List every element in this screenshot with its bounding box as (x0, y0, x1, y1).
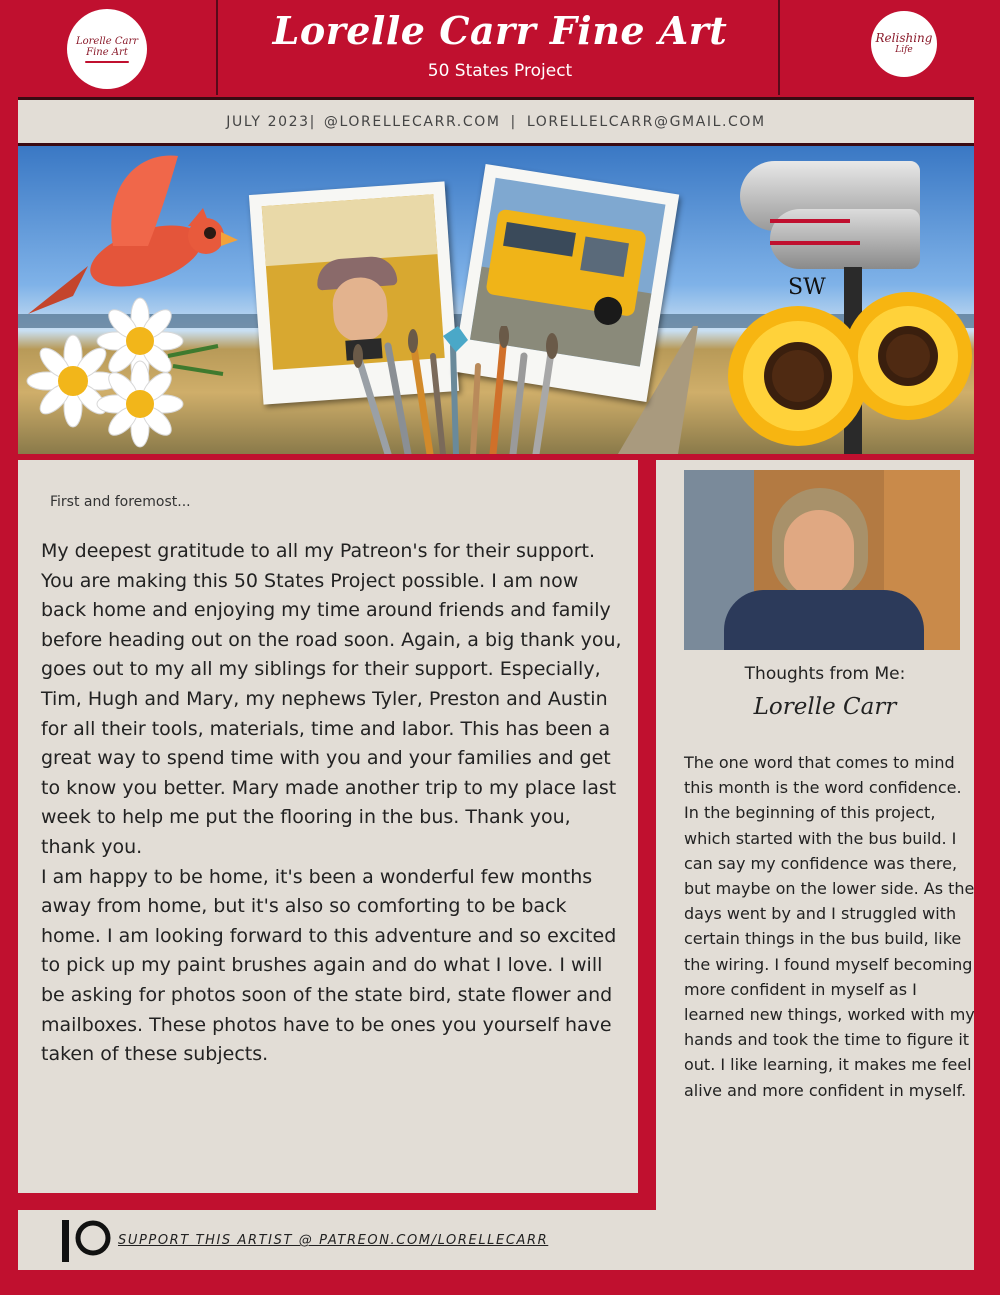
right-logo-line2: Life (895, 44, 913, 55)
page-subtitle: 50 States Project (427, 61, 573, 81)
artist-portrait (684, 470, 960, 650)
patreon-icon (62, 1220, 112, 1262)
logo-swoosh (85, 61, 129, 63)
left-logo-line2: Fine Art (86, 46, 128, 58)
mailbox-initials: SW (788, 275, 826, 300)
strip-separator: | (510, 114, 517, 130)
collage-banner (18, 143, 974, 454)
issue-date: JULY 2023| (226, 114, 316, 130)
relishing-life-logo (871, 11, 937, 77)
lorelle-carr-logo (67, 9, 147, 89)
paint-brushes-image (338, 326, 568, 454)
signature: Lorelle Carr (753, 694, 897, 720)
left-logo-line1: Lorelle Carr (75, 35, 139, 47)
support-link[interactable]: SUPPORT THIS ARTIST @ PATREON.COM/LORELLECARR (118, 1233, 549, 1248)
contact-strip (18, 97, 974, 144)
sunflowers-image (708, 286, 974, 454)
sidebar (656, 460, 974, 1270)
support-footer (18, 1210, 656, 1270)
daisies-image (18, 296, 228, 454)
right-logo-line1: Relishing (875, 31, 933, 46)
sidebar-text: The one word that comes to mind this month is the word confidence. In the beginning of this project, which started with the bus build. I can say my confidence was there, but maybe on the lower side. As the days went by and I struggled with certain things in the bus build, like the wiring. I found myself becoming more confident in myself as I learned new things, worked with my hands and took the time to figure it out. I like learning, it makes me feel alive and more confident in myself. (684, 753, 975, 1100)
lead-in: First and foremost... (50, 494, 191, 510)
article-paragraph-1: My deepest gratitude to all my Patreon's for their support. You are making this 50 States Project possible. I am now back home and enjoying my time around friends and family before heading out on the road soon. Again, a big thank you, goes out to my all my siblings for their support. Especially, Tim, Hugh and Mary, my nephews Tyler, Preston and Austin for all their tools, materials, time and labor. This has been a great way to spend time with you and your families and get to know you better. Mary made another trip to my place last week to help me put the flooring in the bus. Thank you, thank you. (41, 540, 622, 858)
article-body (41, 537, 626, 1070)
email-link[interactable]: LORELLELCARR@GMAIL.COM (526, 114, 766, 130)
page-title: Lorelle Carr Fine Art (272, 8, 728, 53)
website-link[interactable]: @LORELLECARR.COM (323, 114, 501, 130)
main-article (18, 460, 638, 1193)
article-paragraph-2: I am happy to be home, it's been a wonderful few months away from home, but it's also so comforting to be back home. I am looking forward to this adventure and so excited to pick up my paint brushes again and do what I love. I will be asking for photos soon of the state bird, state flower and mailboxes. These photos have to be ones you yourself have taken of these subjects. (41, 865, 617, 1066)
header-divider-right (778, 0, 780, 95)
header-divider-left (216, 0, 218, 95)
mailbox-image (740, 161, 924, 300)
sidebar-heading: Thoughts from Me: (744, 664, 906, 684)
